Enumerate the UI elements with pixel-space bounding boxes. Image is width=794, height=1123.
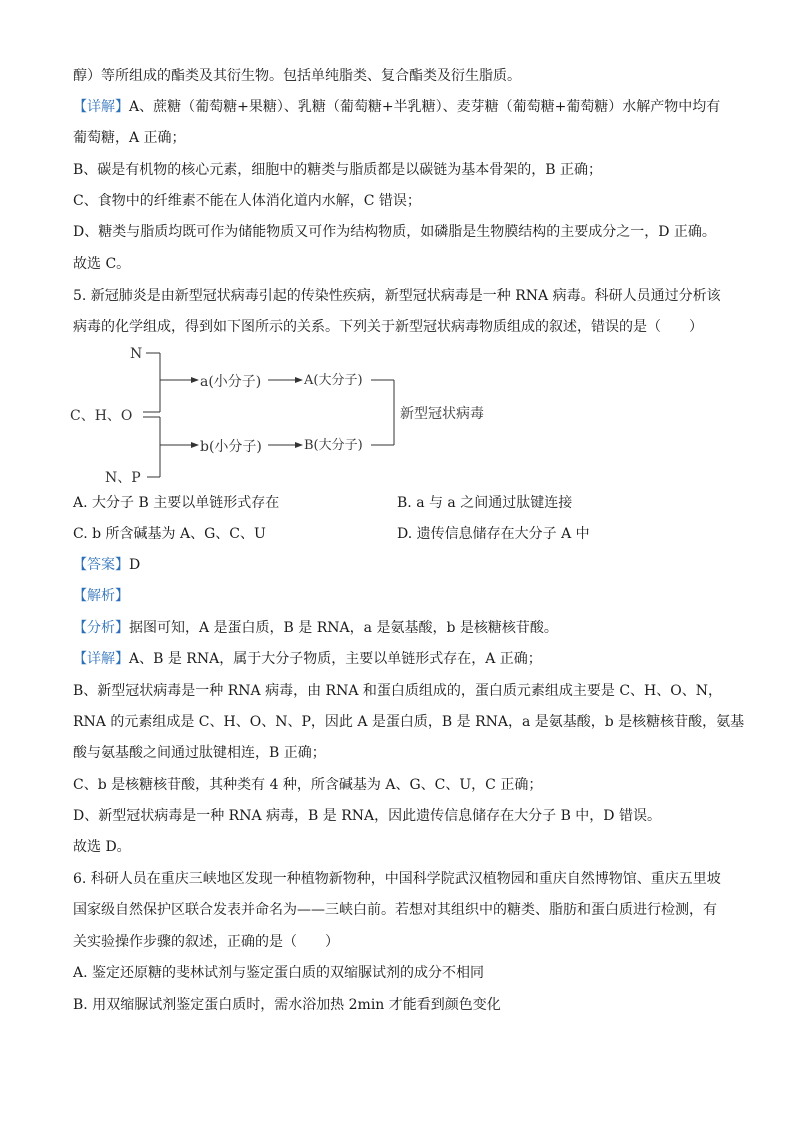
answer-line — [73, 555, 723, 575]
text-line — [73, 649, 723, 669]
question-6-stem: 国家级自然保护区联合发表并命名为——三峡白前。若想对其组织中的糖类、脂肪和蛋白质进行检测，有 — [73, 902, 717, 918]
detail-tag: 【详解】 — [73, 99, 129, 115]
question-5-stem: 病毒的化学组成，得到如下图所示的关系。下列关于新型冠状病毒物质组成的叙述，错误的是（ ） — [73, 319, 703, 335]
option-a: A. 大分子 B 主要以单链形式存在 — [73, 495, 280, 511]
text-line: B、碳是有机物的核心元素，细胞中的糖类与脂质都是以碳链为基本骨架的，B 正确； — [73, 162, 603, 178]
answer-tag: 【答案】 — [73, 557, 129, 573]
answer-value: D — [129, 557, 141, 573]
analysis-heading — [73, 586, 723, 606]
text-line: B、新型冠状病毒是一种 RNA 病毒，由 RNA 和蛋白质组成的，蛋白质元素组成主要是 C、H、O、N， — [73, 683, 722, 699]
option-b: B. 用双缩脲试剂鉴定蛋白质时，需水浴加热 2min 才能看到颜色变化 — [73, 997, 501, 1013]
text-line: 故选 D。 — [73, 839, 131, 855]
text-span: A、蔗糖（葡萄糖+果糖）、乳糖（葡萄糖+半乳糖）、麦芽糖（葡萄糖+葡萄糖）水解产物中均有 — [129, 99, 721, 115]
element-np-label: N、P — [105, 470, 141, 486]
text-span: A、B 是 RNA，属于大分子物质，主要以单链形式存在，A 正确； — [129, 651, 542, 667]
small-molecule-b-label: b(小分子) — [200, 439, 262, 455]
question-6-stem: 6. 科研人员在重庆三峡地区发现一种植物新物种，中国科学院武汉植物园和重庆自然博物馆、重庆五里坡 — [73, 871, 721, 887]
element-n-label: N — [130, 346, 143, 362]
option-c: C. b 所含碱基为 A、G、C、U — [73, 526, 266, 542]
text-line: 酸与氨基酸之间通过肽键相连，B 正确； — [73, 745, 326, 761]
option-d: D. 遗传信息储存在大分子 A 中 — [397, 526, 590, 542]
macromolecule-B-label: B(大分子) — [304, 438, 363, 453]
macromolecule-A-label: A(大分子) — [304, 373, 363, 388]
text-line: 故选 C。 — [73, 256, 131, 272]
text-line: D、糖类与脂质均既可作为储能物质又可作为结构物质，如磷脂是生物膜结构的主要成分之一，D 正确。 — [73, 224, 716, 240]
detail-tag: 【详解】 — [73, 651, 129, 667]
text-span: 据图可知，A 是蛋白质，B 是 RNA，a 是氨基酸，b 是核糖核苷酸。 — [129, 620, 558, 636]
text-line: 醇）等所组成的酯类及其衍生物。包括单纯脂类、复合酯类及衍生脂质。 — [73, 68, 521, 84]
option-a: A. 鉴定还原糖的斐林试剂与鉴定蛋白质的双缩脲试剂的成分不相同 — [73, 965, 485, 981]
composition-diagram — [70, 340, 490, 490]
text-line: C、食物中的纤维素不能在人体消化道内水解，C 错误； — [73, 193, 421, 209]
text-line — [73, 618, 723, 638]
text-line: RNA 的元素组成是 C、H、O、N、P，因此 A 是蛋白质，B 是 RNA，a 是氨基酸，b 是核糖核苷酸，氨基 — [73, 714, 745, 730]
text-line — [73, 97, 723, 117]
analysis-tag: 【解析】 — [73, 588, 129, 604]
fenxi-tag: 【分析】 — [73, 620, 129, 636]
text-line: C、b 是核糖核苷酸，其种类有 4 种，所含碱基为 A、G、C、U，C 正确； — [73, 777, 543, 793]
question-6-stem: 关实验操作步骤的叙述，正确的是（ ） — [73, 934, 339, 950]
text-line: 葡萄糖，A 正确； — [73, 130, 186, 146]
text-line: D、新型冠状病毒是一种 RNA 病毒，B 是 RNA，因此遗传信息储存在大分子 B 中，D 错误。 — [73, 808, 661, 824]
virus-label: 新型冠状病毒 — [400, 406, 484, 422]
question-5-stem: 5. 新冠肺炎是由新型冠状病毒引起的传染性疾病，新型冠状病毒是一种 RNA 病毒。科研人员通过分析该 — [73, 288, 721, 304]
element-cho-label: C、H、O — [70, 408, 133, 424]
small-molecule-a-label: a(小分子) — [200, 374, 262, 390]
option-b: B. a 与 a 之间通过肽键连接 — [397, 495, 573, 511]
